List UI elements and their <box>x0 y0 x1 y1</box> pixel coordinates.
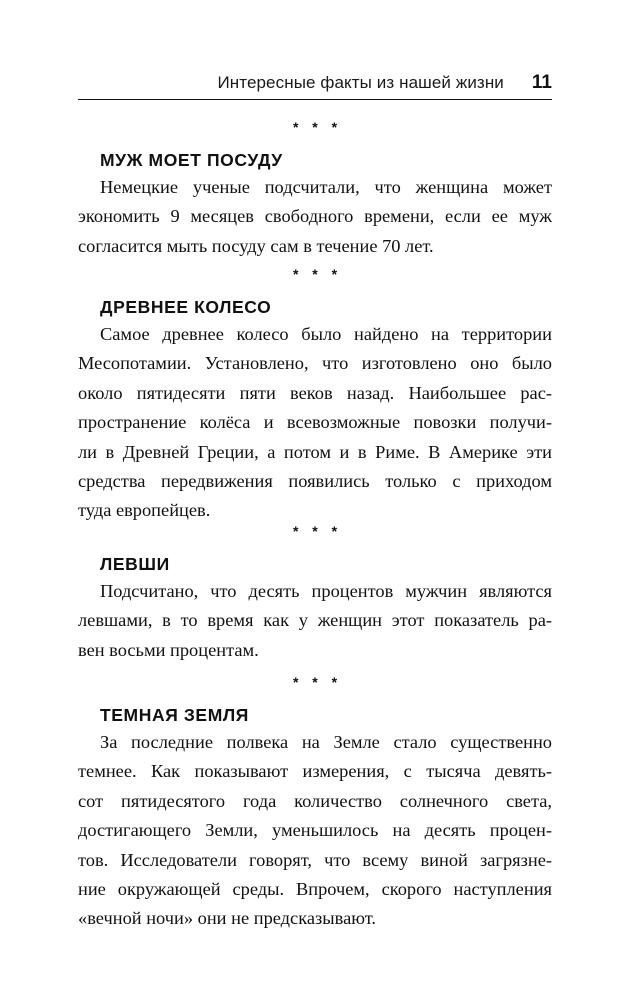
section-separator: * * * <box>292 119 343 135</box>
section-heading: ЛЕВШИ <box>100 554 170 574</box>
paragraph-line: «вечной ночи» они не предсказывают. <box>78 908 376 929</box>
paragraph-line: туда европейцев. <box>78 500 211 521</box>
section-separator: * * * <box>292 266 343 282</box>
paragraph-line: темнее. Как показывают измерения, с тысяча девять- <box>78 761 552 782</box>
paragraph-line: ли в Древней Греции, а потом и в Риме. В Америке эти <box>78 441 552 462</box>
running-head <box>78 72 552 98</box>
paragraph-line: ние окружающей среды. Впрочем, скорого наступления <box>78 878 552 899</box>
header-rule <box>78 99 552 100</box>
paragraph-line: достигающего Земли, уменьшилось на десять процен- <box>78 820 552 841</box>
paragraph-line: Месопотамии. Установлено, что изготовлено оно было <box>78 353 552 374</box>
paragraph-line: согласится мыть посуду сам в течение 70 лет. <box>78 235 434 256</box>
paragraph-line: Самое древнее колесо было найдено на территории <box>100 324 552 344</box>
paragraph-line: пространение колёса и всевозможные повозки получи- <box>78 412 552 433</box>
paragraph-line: тов. Исследователи говорят, что всему виной загрязне- <box>78 849 552 870</box>
section-heading: МУЖ МОЕТ ПОСУДУ <box>100 150 283 170</box>
paragraph-line: экономить 9 месяцев свободного времени, если ее муж <box>78 206 552 227</box>
paragraph-line: Немецкие ученые подсчитали, что женщина может <box>100 177 552 197</box>
paragraph-line: левшами, в то время как у женщин этот показатель ра- <box>78 610 552 631</box>
paragraph-line: За последние полвека на Земле стало существенно <box>100 732 552 752</box>
paragraph-line: вен восьми процентам. <box>78 639 259 660</box>
section-temnaya-zemlya <box>78 672 552 934</box>
section-muzh-moet-posudu <box>78 117 552 261</box>
paragraph-line: около пятидесяти пяти веков назад. Наибольшее рас- <box>78 382 552 403</box>
page-number: 11 <box>531 72 552 93</box>
paragraph-line: сот пятидесятого года количество солнечного света, <box>78 790 552 811</box>
section-levshi <box>78 521 552 665</box>
section-drevnee-koleso <box>78 264 552 526</box>
section-separator: * * * <box>292 674 343 690</box>
section-heading: ТЕМНАЯ ЗЕМЛЯ <box>100 705 249 725</box>
section-separator: * * * <box>292 523 343 539</box>
section-heading: ДРЕВНЕЕ КОЛЕСО <box>100 297 272 317</box>
paragraph-line: средства передвижения появились только с приходом <box>78 470 552 491</box>
paragraph-line: Подсчитано, что десять процентов мужчин являются <box>100 581 552 601</box>
running-head-title: Интересные факты из нашей жизни <box>217 73 504 92</box>
